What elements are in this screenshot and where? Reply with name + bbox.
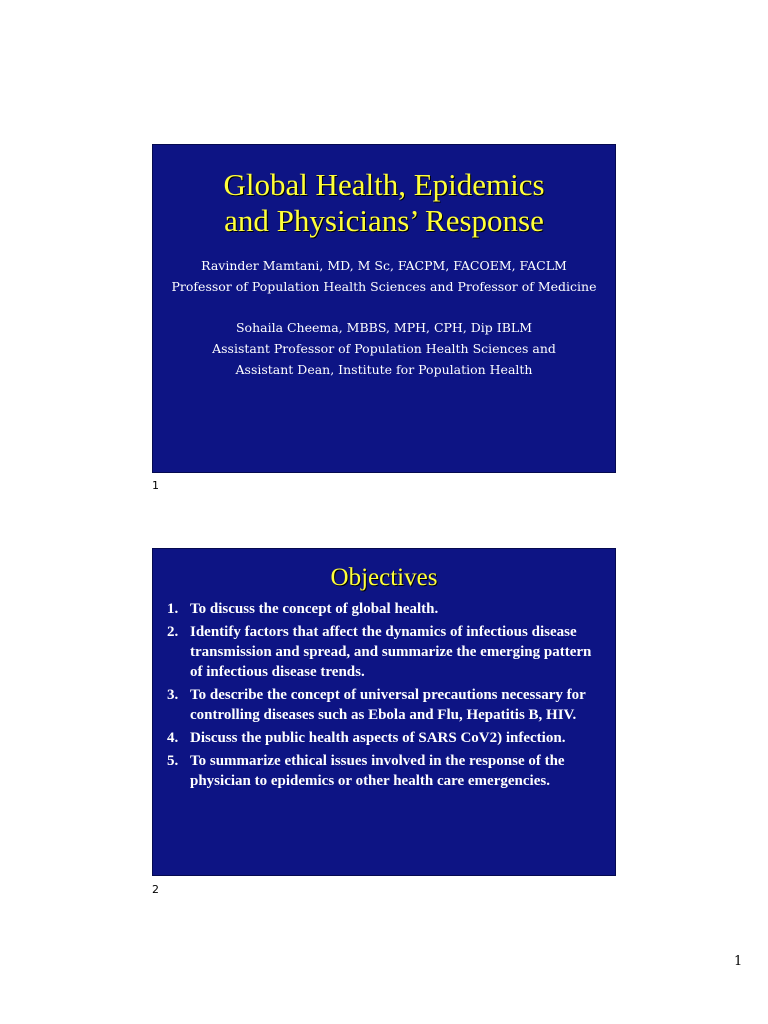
- slide-1-title-line: Global Health, Epidemics: [223, 167, 545, 202]
- list-item-number: 1.: [167, 601, 179, 617]
- list-item-number: 5.: [167, 753, 179, 769]
- slide-number: 2: [152, 883, 159, 896]
- list-item-text: To summarize ethical issues involved in the response of the physician to epidemics or other health care emergencies.: [190, 753, 565, 789]
- slide-1: [152, 144, 616, 473]
- list-item: [167, 599, 605, 619]
- list-item: [167, 685, 605, 725]
- list-item-number: 2.: [167, 624, 179, 640]
- author-name: Sohaila Cheema, MBBS, MPH, CPH, Dip IBLM: [235, 320, 532, 335]
- list-item-text: To discuss the concept of global health.: [190, 601, 439, 617]
- slide-2: [152, 548, 616, 876]
- author-name: Ravinder Mamtani, MD, M Sc, FACPM, FACOEM, FACLM: [201, 258, 567, 273]
- author-block-mamtani: [153, 255, 615, 297]
- slide-1-title-line: and Physicians’ Response: [224, 203, 544, 238]
- objectives-list: [153, 599, 615, 791]
- list-item-text: Identify factors that affect the dynamics of infectious disease transmission and spread, and summarize the emerging pattern of infectious disease trends.: [190, 624, 592, 680]
- list-item: [167, 622, 605, 682]
- slide-1-title: [153, 145, 615, 239]
- page-number: 1: [734, 954, 743, 969]
- slide-number: 1: [152, 479, 159, 492]
- slide-2-title: Objectives: [330, 564, 438, 591]
- list-item: [167, 751, 605, 791]
- list-item-number: 3.: [167, 687, 179, 703]
- author-title: Assistant Dean, Institute for Population Health: [235, 362, 533, 377]
- list-item-text: To describe the concept of universal precautions necessary for controlling diseases such as Ebola and Flu, Hepatitis B, HIV.: [190, 687, 586, 723]
- author-block-cheema: [153, 317, 615, 380]
- author-title: Professor of Population Health Sciences and Professor of Medicine: [171, 279, 597, 294]
- list-item-text: Discuss the public health aspects of SARS CoV2) infection.: [190, 730, 566, 746]
- list-item-number: 4.: [167, 730, 179, 746]
- author-title: Assistant Professor of Population Health Sciences and: [212, 341, 556, 356]
- list-item: [167, 728, 605, 748]
